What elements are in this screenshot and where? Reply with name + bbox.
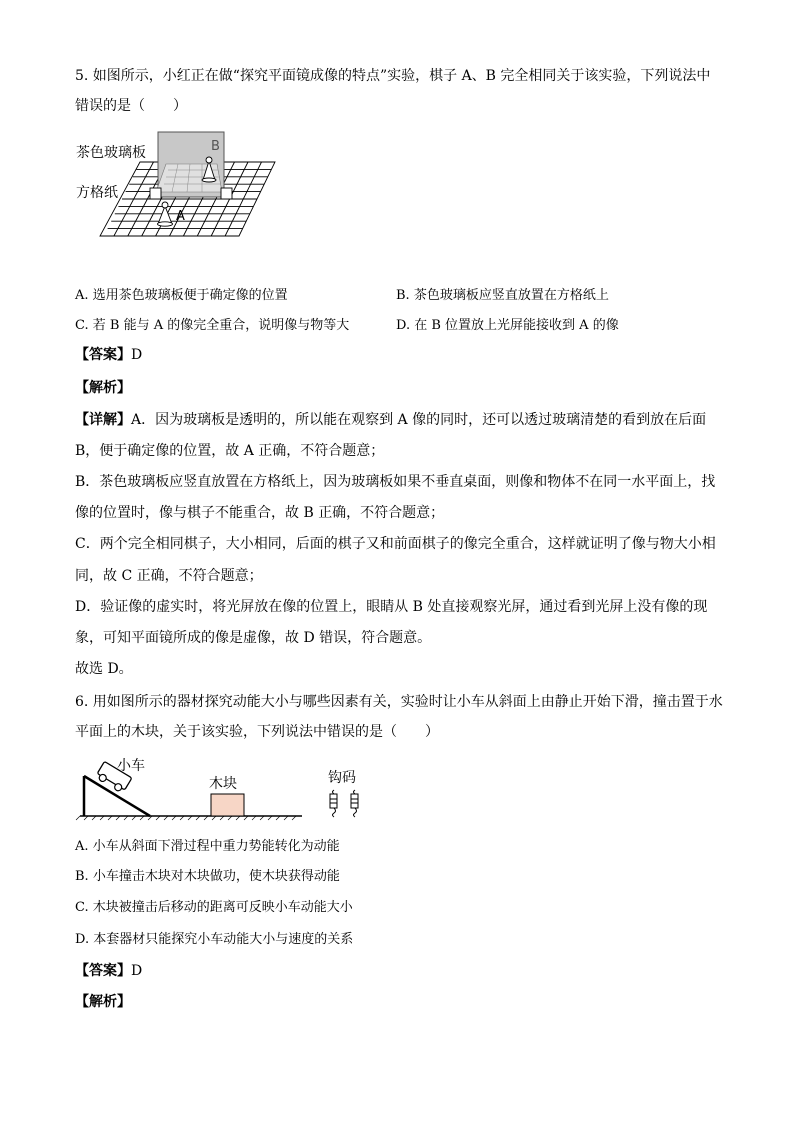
label-weights: 钩码 bbox=[328, 770, 356, 786]
q6-stem-line1: 6. 用如图所示的器材探究动能大小与哪些因素有关，实验时让小车从斜面上由静止开始下滑，撞击置于水 bbox=[75, 694, 723, 710]
hook-weight-left bbox=[330, 790, 337, 817]
answer-value: D bbox=[131, 963, 143, 979]
q6-cart-figure bbox=[72, 752, 372, 824]
q6-stem-line2: 平面上的木块，关于该实验，下列说法中错误的是（ ） bbox=[75, 724, 439, 740]
label-cart: 小车 bbox=[117, 758, 145, 774]
plate-stand-right bbox=[221, 188, 232, 199]
q5-option-d: D. 在 B 位置放上光屏能接收到 A 的像 bbox=[396, 318, 619, 333]
q6-option-b: B. 小车撞击木块对木块做功，使木块获得动能 bbox=[75, 869, 340, 884]
detail-tag: 【详解】 bbox=[75, 412, 131, 428]
q6-option-d: D. 本套器材只能探究小车动能大小与速度的关系 bbox=[75, 932, 354, 947]
q5-detail-line8: 象，可知平面镜所成的像是虚像，故 D 错误，符合题意。 bbox=[75, 630, 432, 646]
q5-detail-line2: B，便于确定像的位置，故 A 正确，不符合题意； bbox=[75, 443, 385, 459]
q5-stem-line2: 错误的是（ ） bbox=[75, 98, 187, 114]
q5-mirror-figure bbox=[70, 124, 285, 242]
answer-tag: 【答案】 bbox=[75, 347, 131, 363]
label-block: 木块 bbox=[209, 776, 237, 792]
plate-stand-left bbox=[150, 188, 161, 199]
label-b: B bbox=[211, 139, 220, 154]
hook-weight-right bbox=[351, 790, 358, 817]
q6-option-c: C. 木块被撞击后移动的距离可反映小车动能大小 bbox=[75, 900, 353, 915]
q5-option-b: B. 茶色玻璃板应竖直放置在方格纸上 bbox=[396, 288, 609, 303]
label-tea-glass: 茶色玻璃板 bbox=[76, 145, 146, 161]
q5-conclusion: 故选 D。 bbox=[75, 661, 133, 677]
q5-detail-line5: C．两个完全相同棋子，大小相同，后面的棋子又和前面棋子的像完全重合，这样就证明了像与物大小相 bbox=[75, 536, 716, 552]
q5-analysis-tag: 【解析】 bbox=[75, 380, 131, 396]
q5-answer bbox=[75, 345, 142, 365]
answer-value: D bbox=[131, 347, 143, 363]
q5-option-c: C. 若 B 能与 A 的像完全重合，说明像与物等大 bbox=[75, 318, 350, 333]
q5-stem-line1: 5. 如图所示，小红正在做“探究平面镜成像的特点”实验，棋子 A、B 完全相同关于该实验，下列说法中 bbox=[75, 68, 711, 84]
answer-tag: 【答案】 bbox=[75, 963, 131, 979]
q5-detail-line6: 同，故 C 正确，不符合题意； bbox=[75, 568, 263, 584]
q6-option-a: A. 小车从斜面下滑过程中重力势能转化为动能 bbox=[75, 839, 340, 854]
label-grid-paper: 方格纸 bbox=[76, 185, 118, 201]
q6-analysis-tag: 【解析】 bbox=[75, 994, 131, 1010]
q5-detail-line4: 像的位置时，像与棋子不能重合，故 B 正确，不符合题意； bbox=[75, 505, 445, 521]
q5-detail-line7: D．验证像的虚实时，将光屏放在像的位置上，眼睛从 B 处直接观察光屏，通过看到光屏上没有像的现 bbox=[75, 599, 708, 615]
wooden-block bbox=[211, 794, 244, 816]
detail-text: A．因为玻璃板是透明的，所以能在观察到 A 像的同时，还可以透过玻璃清楚的看到放在后面 bbox=[131, 412, 707, 428]
q5-detail-line1 bbox=[75, 410, 706, 430]
q5-option-a: A. 选用茶色玻璃板便于确定像的位置 bbox=[75, 288, 288, 303]
label-a: A bbox=[176, 209, 185, 224]
q6-answer bbox=[75, 961, 142, 981]
q5-detail-line3: B．茶色玻璃板应竖直放置在方格纸上，因为玻璃板如果不垂直桌面，则像和物体不在同一水平面上，找 bbox=[75, 474, 716, 490]
